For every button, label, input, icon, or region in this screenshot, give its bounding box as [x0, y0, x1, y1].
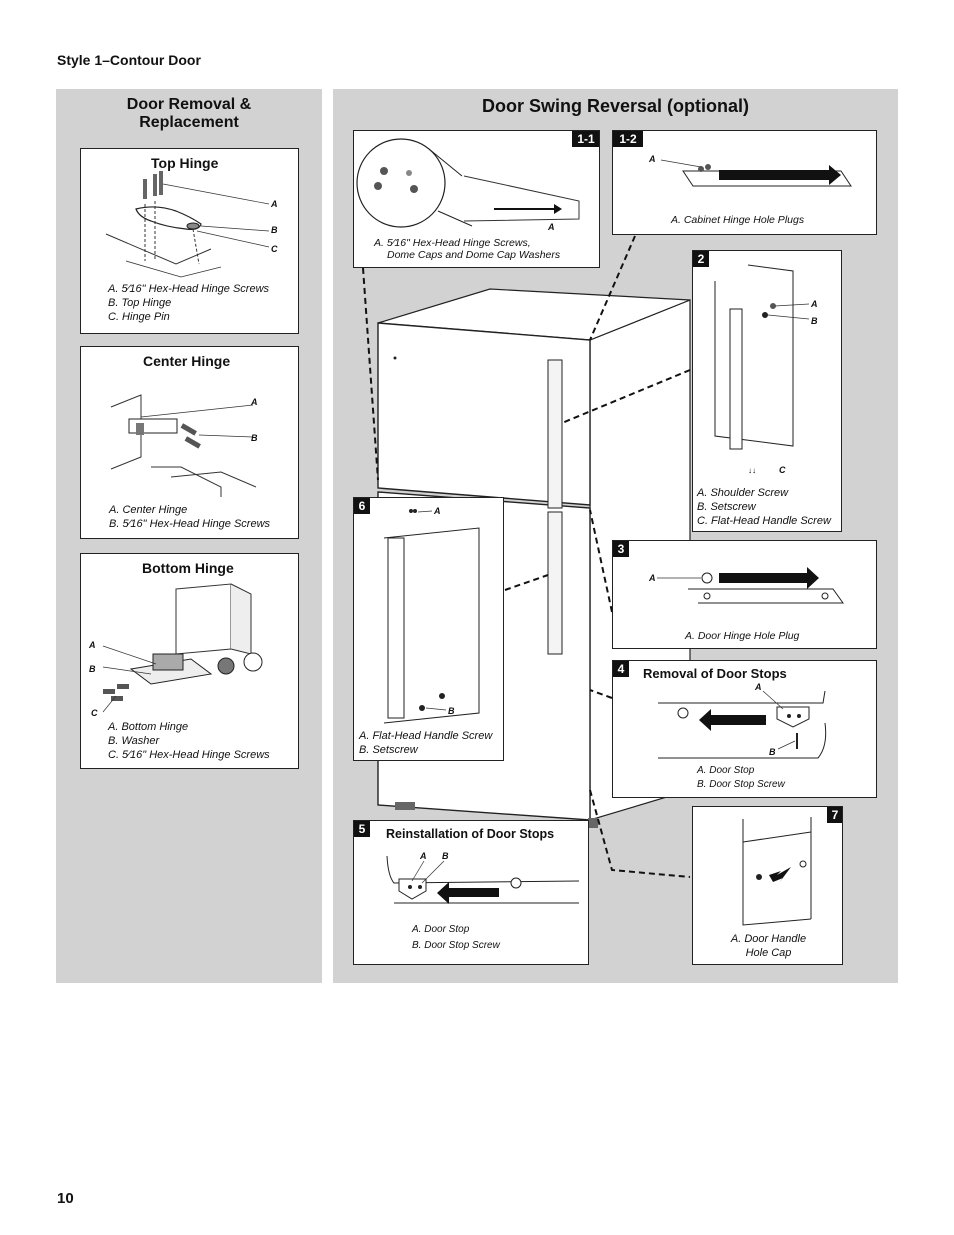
bottom-hinge-letter-a: A: [89, 640, 96, 650]
step-1-1-number: 1-1: [572, 131, 600, 147]
top-hinge-legend-a: A. 5⁄16" Hex-Head Hinge Screws: [108, 283, 270, 295]
step-4-legend: [697, 764, 785, 792]
step-3-box: [612, 540, 877, 649]
step-6-illustration: [354, 498, 504, 761]
door-removal-title-line1: Door Removal &: [126, 96, 252, 113]
step-6-legend-b: B. Setscrew: [359, 744, 418, 756]
bottom-hinge-legend-c: C. 5⁄16" Hex-Head Hinge Screws: [108, 749, 270, 761]
step-5-title: Reinstallation of Door Stops: [386, 827, 555, 841]
step-4-letter-a: A: [755, 682, 762, 692]
door-swing-title: Door Swing Reversal (optional): [481, 96, 750, 116]
bottom-hinge-letter-b: B: [89, 664, 96, 674]
step-2-legend-c: C. Flat-Head Handle Screw: [697, 515, 831, 527]
step-5-legend-b: B. Door Stop Screw: [412, 940, 500, 951]
top-hinge-title: Top Hinge: [151, 155, 219, 171]
center-hinge-title: Center Hinge: [143, 353, 231, 369]
page-number: 10: [57, 1190, 74, 1207]
step-7-legend-a: A. Door Handle: [730, 933, 807, 945]
bottom-hinge-legend-b: B. Washer: [108, 735, 160, 747]
step-5-legend-a: A. Door Stop: [412, 924, 470, 935]
step-1-2-box: [612, 130, 877, 235]
top-hinge-letter-c: C: [271, 244, 278, 254]
step-4-title: Removal of Door Stops: [643, 666, 787, 681]
top-hinge-legend-b: B. Top Hinge: [108, 297, 172, 309]
step-1-2-number: 1-2: [613, 131, 643, 147]
step-1-2-legend: [671, 213, 804, 227]
step-5-letter-b: B: [442, 851, 449, 861]
step-5-letter-a: A: [420, 851, 427, 861]
svg-text:↓↓: ↓↓: [748, 466, 756, 475]
step-5-box: [353, 820, 589, 965]
step-5-legend: [412, 922, 500, 954]
step-4-box: [612, 660, 877, 798]
step-2-legend-b: B. Setscrew: [697, 501, 756, 513]
step-1-1-box: [353, 130, 600, 268]
step-2-legend-a: A. Shoulder Screw: [697, 487, 789, 499]
step-3-number: 3: [613, 541, 629, 557]
center-hinge-letter-a: A: [251, 397, 258, 407]
bottom-hinge-title: Bottom Hinge: [142, 560, 234, 576]
step-5-number: 5: [354, 821, 370, 837]
bottom-hinge-letter-c: C: [91, 708, 98, 718]
step-4-legend-a: A. Door Stop: [697, 765, 755, 776]
step-6-number: 6: [354, 498, 370, 514]
step-3-legend-a: A. Door Hinge Hole Plug: [685, 630, 800, 642]
center-hinge-letter-b: B: [251, 433, 258, 443]
center-hinge-legend-b: B. 5⁄16" Hex-Head Hinge Screws: [109, 518, 271, 530]
step-2-box: [692, 250, 842, 532]
step-7-legend-a2: Hole Cap: [745, 947, 792, 959]
top-hinge-letter-b: B: [271, 225, 278, 235]
step-2-letter-a: A: [811, 299, 818, 309]
step-1-1-legend-a2: Dome Caps and Dome Cap Washers: [387, 249, 561, 261]
step-6-letter-b: B: [448, 706, 455, 716]
step-7-legend: [693, 932, 843, 960]
step-6-letter-a: A: [434, 506, 441, 516]
top-hinge-letter-a: A: [271, 199, 278, 209]
step-1-1-legend-a: A. 5⁄16" Hex-Head Hinge Screws,: [374, 237, 531, 249]
door-removal-title-line2: Replacement: [139, 114, 239, 131]
step-1-2-letter-a: A: [649, 154, 656, 164]
step-4-number: 4: [613, 661, 629, 677]
step-2-number: 2: [693, 251, 709, 267]
bottom-hinge-legend-a: A. Bottom Hinge: [108, 721, 189, 733]
step-6-legend: [359, 729, 492, 757]
top-hinge-legend-c: C. Hinge Pin: [108, 311, 170, 323]
step-7-box: [692, 806, 843, 965]
step-1-2-legend-a: A. Cabinet Hinge Hole Plugs: [671, 214, 805, 226]
step-2-legend: [697, 486, 831, 528]
step-7-number: 7: [827, 807, 843, 823]
step-4-legend-b: B. Door Stop Screw: [697, 779, 785, 790]
style-title: Style 1–Contour Door: [57, 52, 201, 68]
step-2-letter-b: B: [811, 316, 818, 326]
center-hinge-legend-a: A. Center Hinge: [109, 504, 188, 516]
step-6-legend-a: A. Flat-Head Handle Screw: [359, 730, 493, 742]
step-3-legend: [685, 629, 799, 643]
step-1-1-letter-a: A: [548, 222, 555, 232]
step-1-1-legend: [374, 237, 560, 261]
step-4-letter-b: B: [769, 747, 776, 757]
step-2-letter-c: C: [779, 465, 786, 475]
step-6-box: [353, 497, 504, 761]
step-3-letter-a: A: [649, 573, 656, 583]
